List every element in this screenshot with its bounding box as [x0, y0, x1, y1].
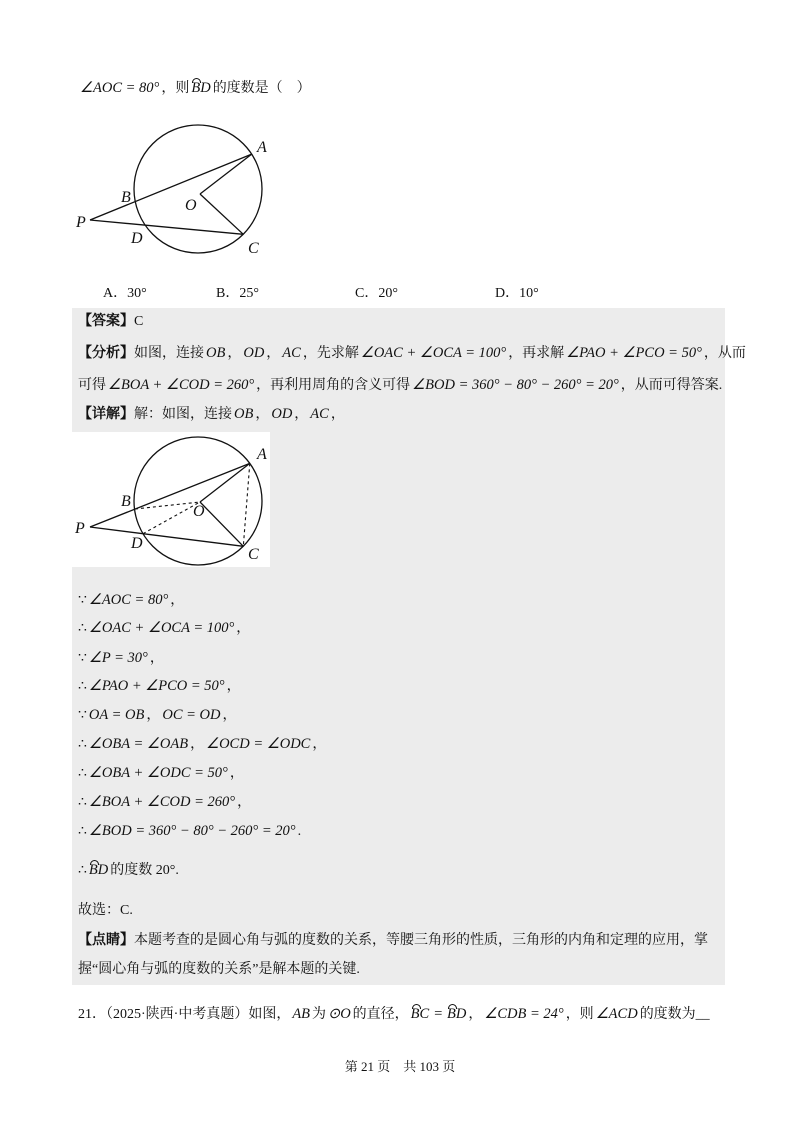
math-expression: ∠BOD = 360° − 80° − 260° = 20°: [412, 377, 619, 393]
comment-line-2: [78, 960, 360, 980]
text-run: 如图，连接: [134, 346, 204, 361]
text-run: ，从而可得答案.: [620, 378, 723, 393]
text-run: ，: [222, 708, 237, 723]
option-a: A．30°: [103, 286, 147, 301]
question-stem-line: [78, 78, 311, 98]
text-run: ，: [294, 407, 309, 422]
point-label-c: C: [248, 240, 259, 257]
text-run: ，: [190, 737, 205, 752]
point-label-b: B: [121, 493, 131, 510]
math-expression: ∠AOC = 80°: [88, 592, 169, 608]
math-expression: ∠OAC + ∠OCA = 100°: [88, 620, 235, 636]
text-run: 的度数 20°.: [110, 863, 179, 878]
math-expression: ∠OCD = ∠ODC: [206, 736, 311, 752]
point-label-a: A: [257, 139, 267, 156]
point-label-d: D: [131, 230, 143, 247]
math-expression: ∠OBA = ∠OAB: [88, 736, 189, 752]
segment-pa: [90, 463, 250, 527]
text-run: 可得: [78, 378, 106, 393]
dashed-segment-ac: [243, 463, 250, 546]
math-expression: ⊙O: [328, 1006, 351, 1022]
math-expression: AC: [282, 345, 301, 361]
math-expression: ∠ACD: [595, 1006, 638, 1022]
segment-pc: [90, 527, 243, 546]
text-run: ，: [227, 346, 242, 361]
text-run: 本题考查的是圆心角与弧的度数的关系，等腰三角形的性质，三角形的内角和定理的应用，掌: [134, 933, 708, 948]
text-run: .: [297, 824, 302, 839]
math-expression: ∠AOC = 80°: [80, 80, 160, 96]
step-line-2: [78, 618, 250, 638]
detail-intro-line: [78, 404, 345, 424]
math-expression: OD: [243, 345, 265, 361]
text-run: 解：如图，连接: [134, 407, 232, 422]
text-run: ，: [170, 593, 185, 608]
math-expression: AB: [292, 1006, 311, 1022]
segment-oa: [200, 154, 252, 194]
math-expression: ∠PAO + ∠PCO = 50°: [566, 345, 702, 361]
text-run: ，: [312, 737, 327, 752]
math-expression: ∠OAC + ∠OCA = 100°: [360, 345, 507, 361]
text-run: ，先求解: [302, 346, 359, 361]
analysis-line-2: [78, 375, 722, 395]
point-label-b: B: [121, 189, 131, 206]
step-line-6: [78, 734, 326, 754]
section-heading: 【点睛】: [78, 933, 134, 948]
math-expression: ∠PAO + ∠PCO = 50°: [88, 678, 225, 694]
point-label-p: P: [76, 214, 86, 231]
point-label-o: O: [185, 197, 197, 214]
section-heading: 【答案】: [78, 314, 134, 329]
math-expression: OB: [234, 406, 254, 422]
step-line-9: [78, 821, 301, 841]
text-run: C: [134, 314, 144, 329]
answer-line: [78, 312, 143, 332]
math-expression: ∠P = 30°: [88, 650, 148, 666]
arc-notation: BC: [410, 1006, 430, 1022]
text-run: ，: [330, 407, 345, 422]
point-label-o: O: [193, 503, 205, 520]
segment-pa: [90, 154, 252, 220]
arc-notation: BD: [191, 80, 211, 96]
choice-line: [78, 901, 133, 921]
text-run: ，从而: [703, 346, 746, 361]
arc-notation: BD: [447, 1006, 467, 1022]
step-line-10: [78, 860, 179, 880]
segment-oc: [200, 194, 243, 234]
text-run: ∴: [78, 795, 87, 810]
math-expression: ∠OBA + ∠ODC = 50°: [88, 765, 228, 781]
text-run: ∴: [78, 766, 87, 781]
segment-oa: [200, 463, 250, 502]
text-run: 21．（2025·陕西·中考真题）如图，: [78, 1007, 291, 1022]
text-run: 的度数为__: [639, 1007, 710, 1022]
math-expression: OA = OB: [88, 707, 145, 723]
text-run: ，: [146, 708, 161, 723]
text-run: ∴: [78, 621, 87, 636]
figure-2-circle-diagram: [72, 432, 270, 567]
figure-1-circle-diagram: [60, 115, 280, 265]
page-footer: 第 21 页 共 103 页: [344, 1059, 456, 1074]
text-run: ，: [229, 766, 244, 781]
arc-notation: BD: [88, 862, 109, 878]
text-run: ，: [149, 651, 164, 666]
math-expression: OD: [271, 406, 293, 422]
point-label-d: D: [131, 535, 143, 552]
text-run: ，: [226, 679, 241, 694]
text-run: ，则: [161, 81, 190, 96]
math-expression: ∠CDB = 24°: [484, 1006, 564, 1022]
text-run: ∴: [78, 863, 87, 878]
text-run: 为: [312, 1007, 327, 1022]
option-b: B．25°: [216, 286, 259, 301]
text-run: ∵: [78, 651, 87, 666]
text-run: ，: [266, 346, 281, 361]
section-heading: 【分析】: [78, 346, 134, 361]
text-run: ∴: [78, 679, 87, 694]
text-run: ，再求解: [508, 346, 565, 361]
step-line-5: [78, 705, 236, 725]
step-line-8: [78, 792, 251, 812]
text-run: ∴: [78, 824, 87, 839]
text-run: ∵: [78, 593, 87, 608]
math-expression: AC: [310, 406, 329, 422]
point-label-c: C: [248, 546, 259, 563]
text-run: ，再利用周角的含义可得: [256, 378, 411, 393]
segment-oc: [200, 502, 243, 546]
comment-line-1: [78, 931, 708, 951]
math-expression: OC = OD: [162, 707, 221, 723]
text-run: ，: [468, 1007, 483, 1022]
text-run: 的度数是（ ）: [212, 81, 311, 96]
text-run: ，: [237, 795, 252, 810]
math-expression: ∠BOA + ∠COD = 260°: [88, 794, 236, 810]
text-run: ，: [255, 407, 270, 422]
text-run: 握“圆心角与弧的度数的关系”是解本题的关键.: [78, 962, 360, 977]
analysis-line-1: [78, 343, 746, 363]
text-run: ，则: [565, 1007, 594, 1022]
text-run: ∵: [78, 708, 87, 723]
point-label-p: P: [75, 520, 85, 537]
step-line-1: [78, 590, 184, 610]
math-expression: =: [433, 1006, 443, 1022]
option-d: D．10°: [495, 286, 539, 301]
next-question-line: [78, 1004, 710, 1024]
math-expression: OB: [206, 345, 226, 361]
segment-pc: [90, 220, 243, 234]
text-run: ，: [236, 621, 251, 636]
step-line-4: [78, 676, 241, 696]
option-c: C．20°: [355, 286, 398, 301]
text-run: 的直径，: [352, 1007, 409, 1022]
text-run: ∴: [78, 737, 87, 752]
math-expression: ∠BOA + ∠COD = 260°: [108, 377, 255, 393]
step-line-7: [78, 763, 244, 783]
text-run: 故选：C.: [78, 903, 133, 918]
dashed-segment-od: [143, 502, 200, 534]
math-expression: ∠BOD = 360° − 80° − 260° = 20°: [88, 823, 296, 839]
section-heading: 【详解】: [78, 407, 134, 422]
step-line-3: [78, 648, 164, 668]
point-label-a: A: [257, 446, 267, 463]
